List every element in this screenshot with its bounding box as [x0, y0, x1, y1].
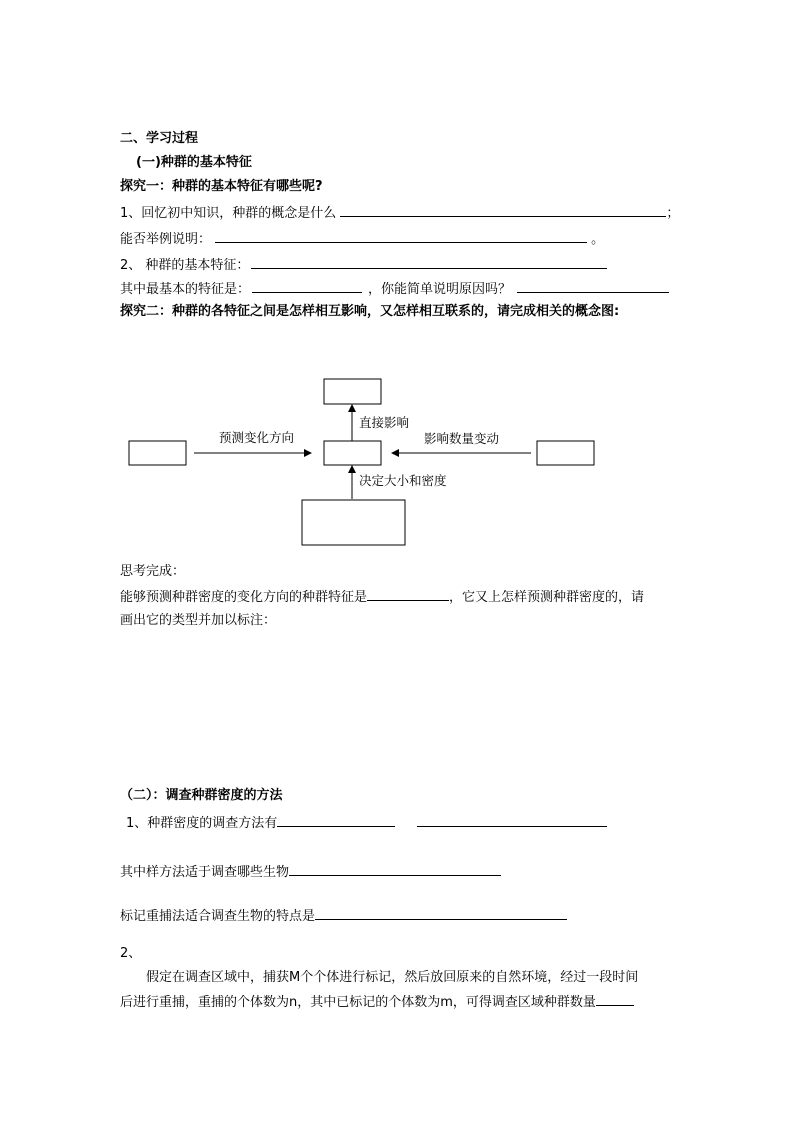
methods-q1b-line: [120, 863, 501, 881]
box-right[interactable]: [537, 441, 594, 465]
thinking-q-line2: 画出它的类型并加以标注：: [120, 613, 277, 628]
label-determine-size-density: 决定大小和密度: [359, 473, 447, 488]
q3-mid: ，你能简单说明原因吗？: [368, 282, 512, 297]
methods-q2-line1: 假定在调查区域中，捕获M个个体进行标记，然后放回原来的自然环境，经过一段时间: [146, 970, 639, 985]
label-predict-direction: 预测变化方向: [219, 430, 295, 445]
methods-q1c-text: 标记重捕法适合调查生物的特点是: [120, 909, 316, 924]
methods-q1c-line: [120, 907, 567, 925]
box-left[interactable]: [129, 441, 186, 465]
box-bottom[interactable]: [302, 500, 405, 545]
thinking-q-line1: [120, 588, 644, 606]
label-direct-influence: 直接影响: [359, 415, 410, 430]
methods-q1b-text: 其中样方法适于调查哪些生物: [120, 865, 290, 880]
box-top[interactable]: [324, 379, 381, 404]
methods-q1-text: 1、种群密度的调查方法有: [126, 816, 278, 831]
methods-q1c-blank[interactable]: [315, 907, 567, 920]
methods-q2-number: 2、: [120, 946, 142, 961]
methods-q2-text: 后进行重捕，重捕的个体数为n，其中已标记的个体数为m，可得调查区域种群数量: [120, 995, 596, 1010]
methods-q1b-blank[interactable]: [289, 863, 501, 876]
methods-q1-blank-1[interactable]: [277, 814, 395, 827]
methods-title: （二）：调查种群密度的方法: [120, 788, 283, 803]
explore1-heading: 探究一：种群的基本特征有哪些呢?: [120, 179, 323, 194]
q1-suffix: ；: [666, 206, 680, 221]
part1-title: (一)种群的基本特征: [136, 155, 252, 170]
thinking-q-text: 能够预测种群密度的变化方向的种群特征是: [120, 590, 368, 605]
section-title: 二、学习过程: [120, 131, 199, 146]
label-affect-quantity: 影响数量变动: [424, 431, 500, 446]
thinking-blank[interactable]: [367, 588, 449, 601]
thinking-q-suffix: ，它又上怎样预测种群密度的，请: [449, 590, 645, 605]
q1-text: 1、回忆初中知识，种群的概念是什么: [120, 206, 337, 221]
thinking-title: 思考完成：: [120, 564, 186, 579]
methods-q1-line: [126, 814, 607, 832]
methods-q2-blank[interactable]: [596, 993, 634, 1006]
box-center[interactable]: [324, 441, 381, 465]
methods-q2-line2: [120, 993, 634, 1011]
q2-text: 2、 种群的基本特征：: [120, 258, 250, 273]
q1b-text: 能否举例说明：: [120, 232, 212, 247]
q1b-suffix: 。: [591, 232, 605, 247]
methods-q1-blank-2[interactable]: [417, 814, 607, 827]
explore2-heading: 探究二：种群的各特征之间是怎样相互影响，又怎样相互联系的，请完成相关的概念图:: [120, 304, 620, 319]
q3-text: 其中最基本的特征是：: [120, 282, 251, 297]
